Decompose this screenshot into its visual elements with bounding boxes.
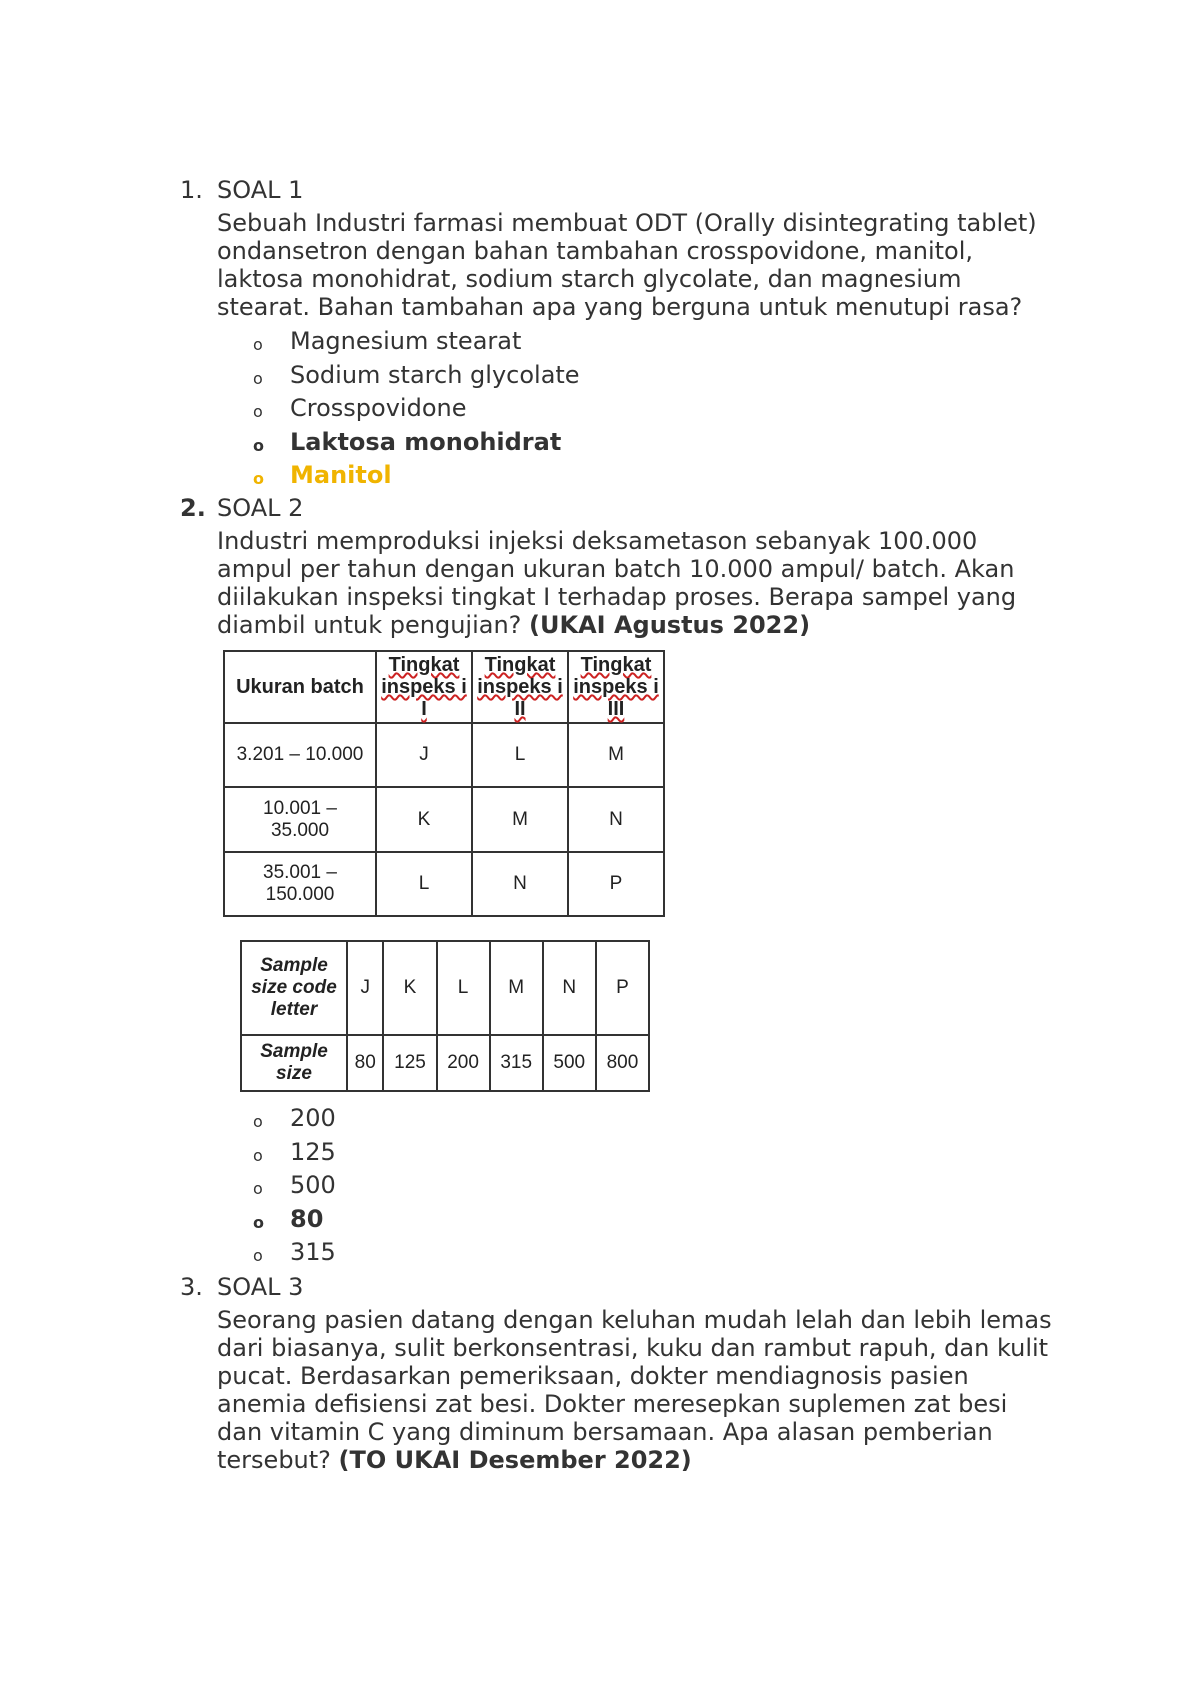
bullet-icon: o [253, 1246, 263, 1265]
bullet-icon: o [253, 1179, 263, 1198]
question-number: 3. [180, 1273, 203, 1301]
bullet-icon: o [253, 469, 264, 488]
table-row: Sample size 80 125 200 315 500 800 [241, 1035, 649, 1091]
question-text: Industri memproduksi injeksi deksametason sebanyak 100.000 ampul per tahun dengan ukuran batch 10.000 ampul/ batch. Akan diilakukan inspeksi tingkat I terhadap proses. Berapa sampel yang diambil untuk pengujian? (UKAI Agustus 2022) [217, 527, 1017, 639]
option-item: o 125 [253, 1138, 953, 1172]
table-row: 3.201 – 10.000 J L M [224, 723, 664, 787]
option-item-answer: o Manitol [253, 461, 953, 495]
bullet-icon: o [253, 435, 264, 455]
options-list-1 [253, 327, 953, 495]
table-header: Tingkat inspeks i I [376, 651, 472, 723]
bullet-icon: o [253, 1145, 263, 1165]
options-list-2 [253, 1104, 953, 1272]
table-header: Ukuran batch [224, 651, 376, 723]
question-title: SOAL 2 [217, 494, 304, 522]
table-row: Sample size code letter J K L M N P [241, 941, 649, 1035]
option-item: o 200 [253, 1104, 953, 1138]
question-text: Sebuah Industri farmasi membuat ODT (Orally disintegrating tablet) ondansetron dengan bahan tambahan crosspovidone, manitol, laktosa monohidrat, sodium starch glycolate, dan magnesium stearat. Bahan tambahan apa yang berguna untuk menutupi rasa? [217, 209, 1037, 321]
bullet-icon: o [253, 368, 263, 388]
question-source: (TO UKAI Desember 2022) [338, 1446, 692, 1474]
option-item: o Sodium starch glycolate [253, 361, 953, 395]
sample-size-table [240, 940, 650, 1092]
question-title: SOAL 3 [217, 1273, 304, 1301]
question-source: (UKAI Agustus 2022) [529, 611, 811, 639]
question-number: 2. [180, 494, 206, 522]
bullet-icon: o [253, 335, 263, 354]
table-header: Tingkat inspeks i III [568, 651, 664, 723]
table-row: 35.001 – 150.000 L N P [224, 852, 664, 916]
question-text: Seorang pasien datang dengan keluhan mudah lelah dan lebih lemas dari biasanya, sulit berkonsentrasi, kuku dan rambut rapuh, dan kulit pucat. Berdasarkan pemeriksaan, dokter mendiagnosis pasien anemia defisiensi zat besi. Dokter meresepkan suplemen zat besi dan vitamin C yang diminum bersamaan. Apa alasan pemberian tersebut? (TO UKAI Desember 2022) [217, 1306, 1052, 1474]
question-number: 1. [180, 176, 203, 204]
inspection-level-table [223, 650, 665, 917]
option-item: o Crosspovidone [253, 394, 953, 428]
bullet-icon: o [253, 402, 263, 421]
bullet-icon: o [253, 1112, 263, 1131]
table-row: 10.001 – 35.000 K M N [224, 787, 664, 852]
option-item: o 500 [253, 1171, 953, 1205]
table-header: Tingkat inspeks i II [472, 651, 568, 723]
question-title: SOAL 1 [217, 176, 304, 204]
option-item: o Magnesium stearat [253, 327, 953, 361]
bullet-icon: o [253, 1212, 264, 1232]
option-item: o 315 [253, 1238, 953, 1272]
option-item-bold: o Laktosa monohidrat [253, 428, 953, 462]
option-item-bold: o 80 [253, 1205, 953, 1239]
